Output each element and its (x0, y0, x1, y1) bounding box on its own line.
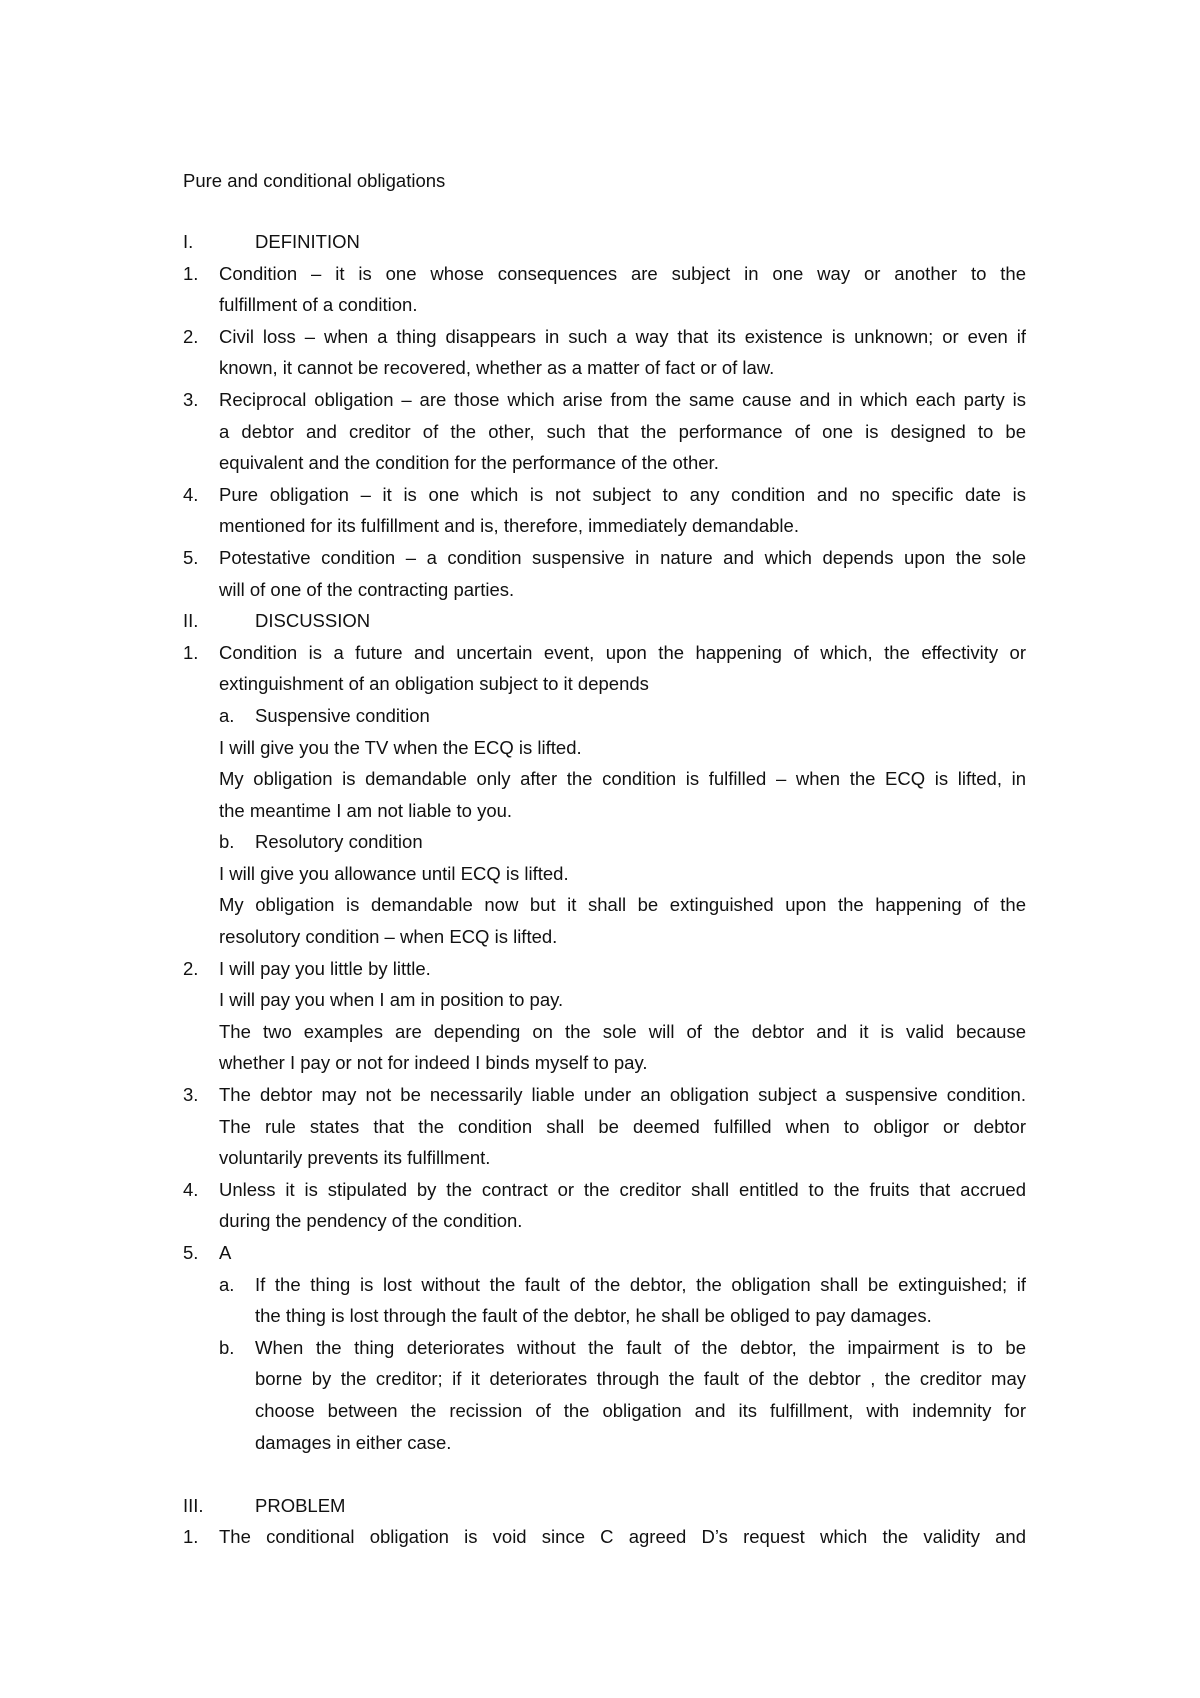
item-text-line: A (219, 1242, 232, 1263)
item-continuation (183, 447, 1026, 479)
definition-item (183, 258, 1026, 290)
item-text-line: resolutory condition – when ECQ is lifted. (219, 926, 558, 948)
section-numeral: I. (183, 231, 194, 252)
item-number: 2. (183, 957, 199, 979)
item-continuation (183, 921, 1026, 953)
item-text-line: voluntarily prevents its fulfillment. (219, 1147, 491, 1169)
item-continuation (183, 1300, 1026, 1332)
item-number: 5. (183, 1242, 199, 1263)
section-numeral: III. (183, 1494, 204, 1516)
discussion-item (183, 1079, 1026, 1111)
sub-item-label: b. (219, 831, 235, 853)
item-number: 1. (183, 262, 199, 284)
sub-item-label: a. (219, 1273, 235, 1295)
sub-item-title: Resolutory condition (255, 831, 423, 853)
item-text-line: extinguishment of an obligation subject to it depends (219, 673, 649, 695)
item-text-line: I will give you allowance until ECQ is lifted. (219, 862, 569, 884)
item-text-line: damages in either case. (255, 1431, 452, 1453)
item-text-line: choose between the recission of the obligation and its fulfillment, with indemnity for (255, 1399, 1026, 1421)
sub-item (183, 826, 1026, 858)
discussion-item (183, 953, 1026, 985)
item-text-line: a debtor and creditor of the other, such that the performance of one is designed to be (219, 420, 1026, 442)
item-continuation (183, 574, 1026, 606)
item-continuation (183, 795, 1026, 827)
blank-line (183, 1458, 1026, 1490)
item-continuation (183, 416, 1026, 448)
item-text-line: The rule states that the condition shall be deemed fulfilled when to obligor or debtor (219, 1115, 1026, 1137)
problem-item (183, 1521, 1026, 1553)
item-number: 1. (183, 641, 199, 663)
item-text-line: Potestative condition – a condition suspensive in nature and which depends upon the sole (219, 546, 1026, 568)
section-heading-definition (183, 226, 1026, 258)
document-body (183, 226, 1026, 1553)
item-number: 1. (183, 1526, 199, 1548)
item-text-line: I will pay you when I am in position to pay. (219, 989, 564, 1011)
discussion-item (183, 1174, 1026, 1206)
sub-item (183, 1269, 1026, 1301)
item-text-line: Condition – it is one whose consequences are subject in one way or another to the (219, 262, 1026, 284)
item-text-line: I will pay you little by little. (219, 957, 431, 979)
definition-item (183, 384, 1026, 416)
item-continuation (183, 889, 1026, 921)
definition-item (183, 542, 1026, 574)
item-text-line: will of one of the contracting parties. (219, 578, 515, 600)
item-text-line: When the thing deteriorates without the fault of the debtor, the impairment is to be (255, 1336, 1026, 1358)
item-number: 4. (183, 483, 199, 505)
item-continuation (183, 289, 1026, 321)
item-number: 4. (183, 1178, 199, 1200)
item-continuation (183, 732, 1026, 764)
item-text-line: My obligation is demandable only after the condition is fulfilled – when the ECQ is lifted, in (219, 768, 1026, 790)
definition-item (183, 479, 1026, 511)
item-continuation (183, 1205, 1026, 1237)
item-text-line: My obligation is demandable now but it shall be extinguished upon the happening of the (219, 894, 1026, 916)
item-text-line: The conditional obligation is void since C agreed D’s request which the validity and (219, 1526, 1026, 1548)
item-text-line: mentioned for its fulfillment and is, therefore, immediately demandable. (219, 515, 799, 537)
item-text-line: Reciprocal obligation – are those which arise from the same cause and in which each party is (219, 388, 1026, 410)
item-text-line: during the pendency of the condition. (219, 1210, 523, 1232)
item-text-line: the thing is lost through the fault of the debtor, he shall be obliged to pay damages. (255, 1305, 932, 1327)
item-text-line: Pure obligation – it is one which is not subject to any condition and no specific date is (219, 483, 1026, 505)
item-continuation (183, 858, 1026, 890)
item-text-line: borne by the creditor; if it deteriorates through the fault of the debtor , the creditor may (255, 1368, 1026, 1390)
item-number: 5. (183, 546, 199, 568)
item-text-line: equivalent and the condition for the performance of the other. (219, 452, 719, 474)
item-text-line: fulfillment of a condition. (219, 294, 418, 316)
sub-item-label: a. (219, 704, 235, 726)
item-number: 3. (183, 1084, 199, 1106)
sub-item-label: b. (219, 1336, 235, 1358)
item-continuation (183, 510, 1026, 542)
item-continuation (183, 1427, 1026, 1459)
sub-item-title: Suspensive condition (255, 704, 430, 726)
item-text-line: the meantime I am not liable to you. (219, 799, 513, 821)
item-text-line: The debtor may not be necessarily liable under an obligation subject a suspensive condition. (219, 1084, 1026, 1106)
item-text-line: whether I pay or not for indeed I binds myself to pay. (219, 1052, 648, 1074)
item-continuation (183, 668, 1026, 700)
item-continuation (183, 1363, 1026, 1395)
sub-item (183, 700, 1026, 732)
discussion-item (183, 637, 1026, 669)
item-text-line: Civil loss – when a thing disappears in such a way that its existence is unknown; or even if (219, 325, 1026, 347)
item-continuation (183, 352, 1026, 384)
item-number: 3. (183, 388, 199, 410)
discussion-item (183, 1237, 1026, 1269)
sub-item (183, 1332, 1026, 1364)
item-continuation (183, 984, 1026, 1016)
item-continuation (183, 1142, 1026, 1174)
page-title: Pure and conditional obligations (183, 170, 446, 191)
item-continuation (183, 763, 1026, 795)
section-heading-problem (183, 1490, 1026, 1522)
item-text-line: known, it cannot be recovered, whether as a matter of fact or of law. (219, 357, 775, 379)
item-text-line: If the thing is lost without the fault of the debtor, the obligation shall be extinguished; if (255, 1273, 1026, 1295)
definition-item (183, 321, 1026, 353)
item-text-line: The two examples are depending on the sole will of the debtor and it is valid because (219, 1020, 1026, 1042)
item-continuation (183, 1016, 1026, 1048)
section-numeral: II. (183, 610, 199, 632)
item-text-line: Condition is a future and uncertain event, upon the happening of which, the effectivity or (219, 641, 1026, 663)
section-heading-text: DISCUSSION (255, 610, 371, 632)
item-continuation (183, 1395, 1026, 1427)
item-number: 2. (183, 325, 199, 347)
item-continuation (183, 1111, 1026, 1143)
item-text-line: Unless it is stipulated by the contract or the creditor shall entitled to the fruits that accrued (219, 1178, 1026, 1200)
section-heading-text: PROBLEM (255, 1494, 346, 1516)
section-heading-discussion (183, 605, 1026, 637)
item-text-line: I will give you the TV when the ECQ is lifted. (219, 736, 582, 758)
item-continuation (183, 1047, 1026, 1079)
section-heading-text: DEFINITION (255, 231, 360, 252)
